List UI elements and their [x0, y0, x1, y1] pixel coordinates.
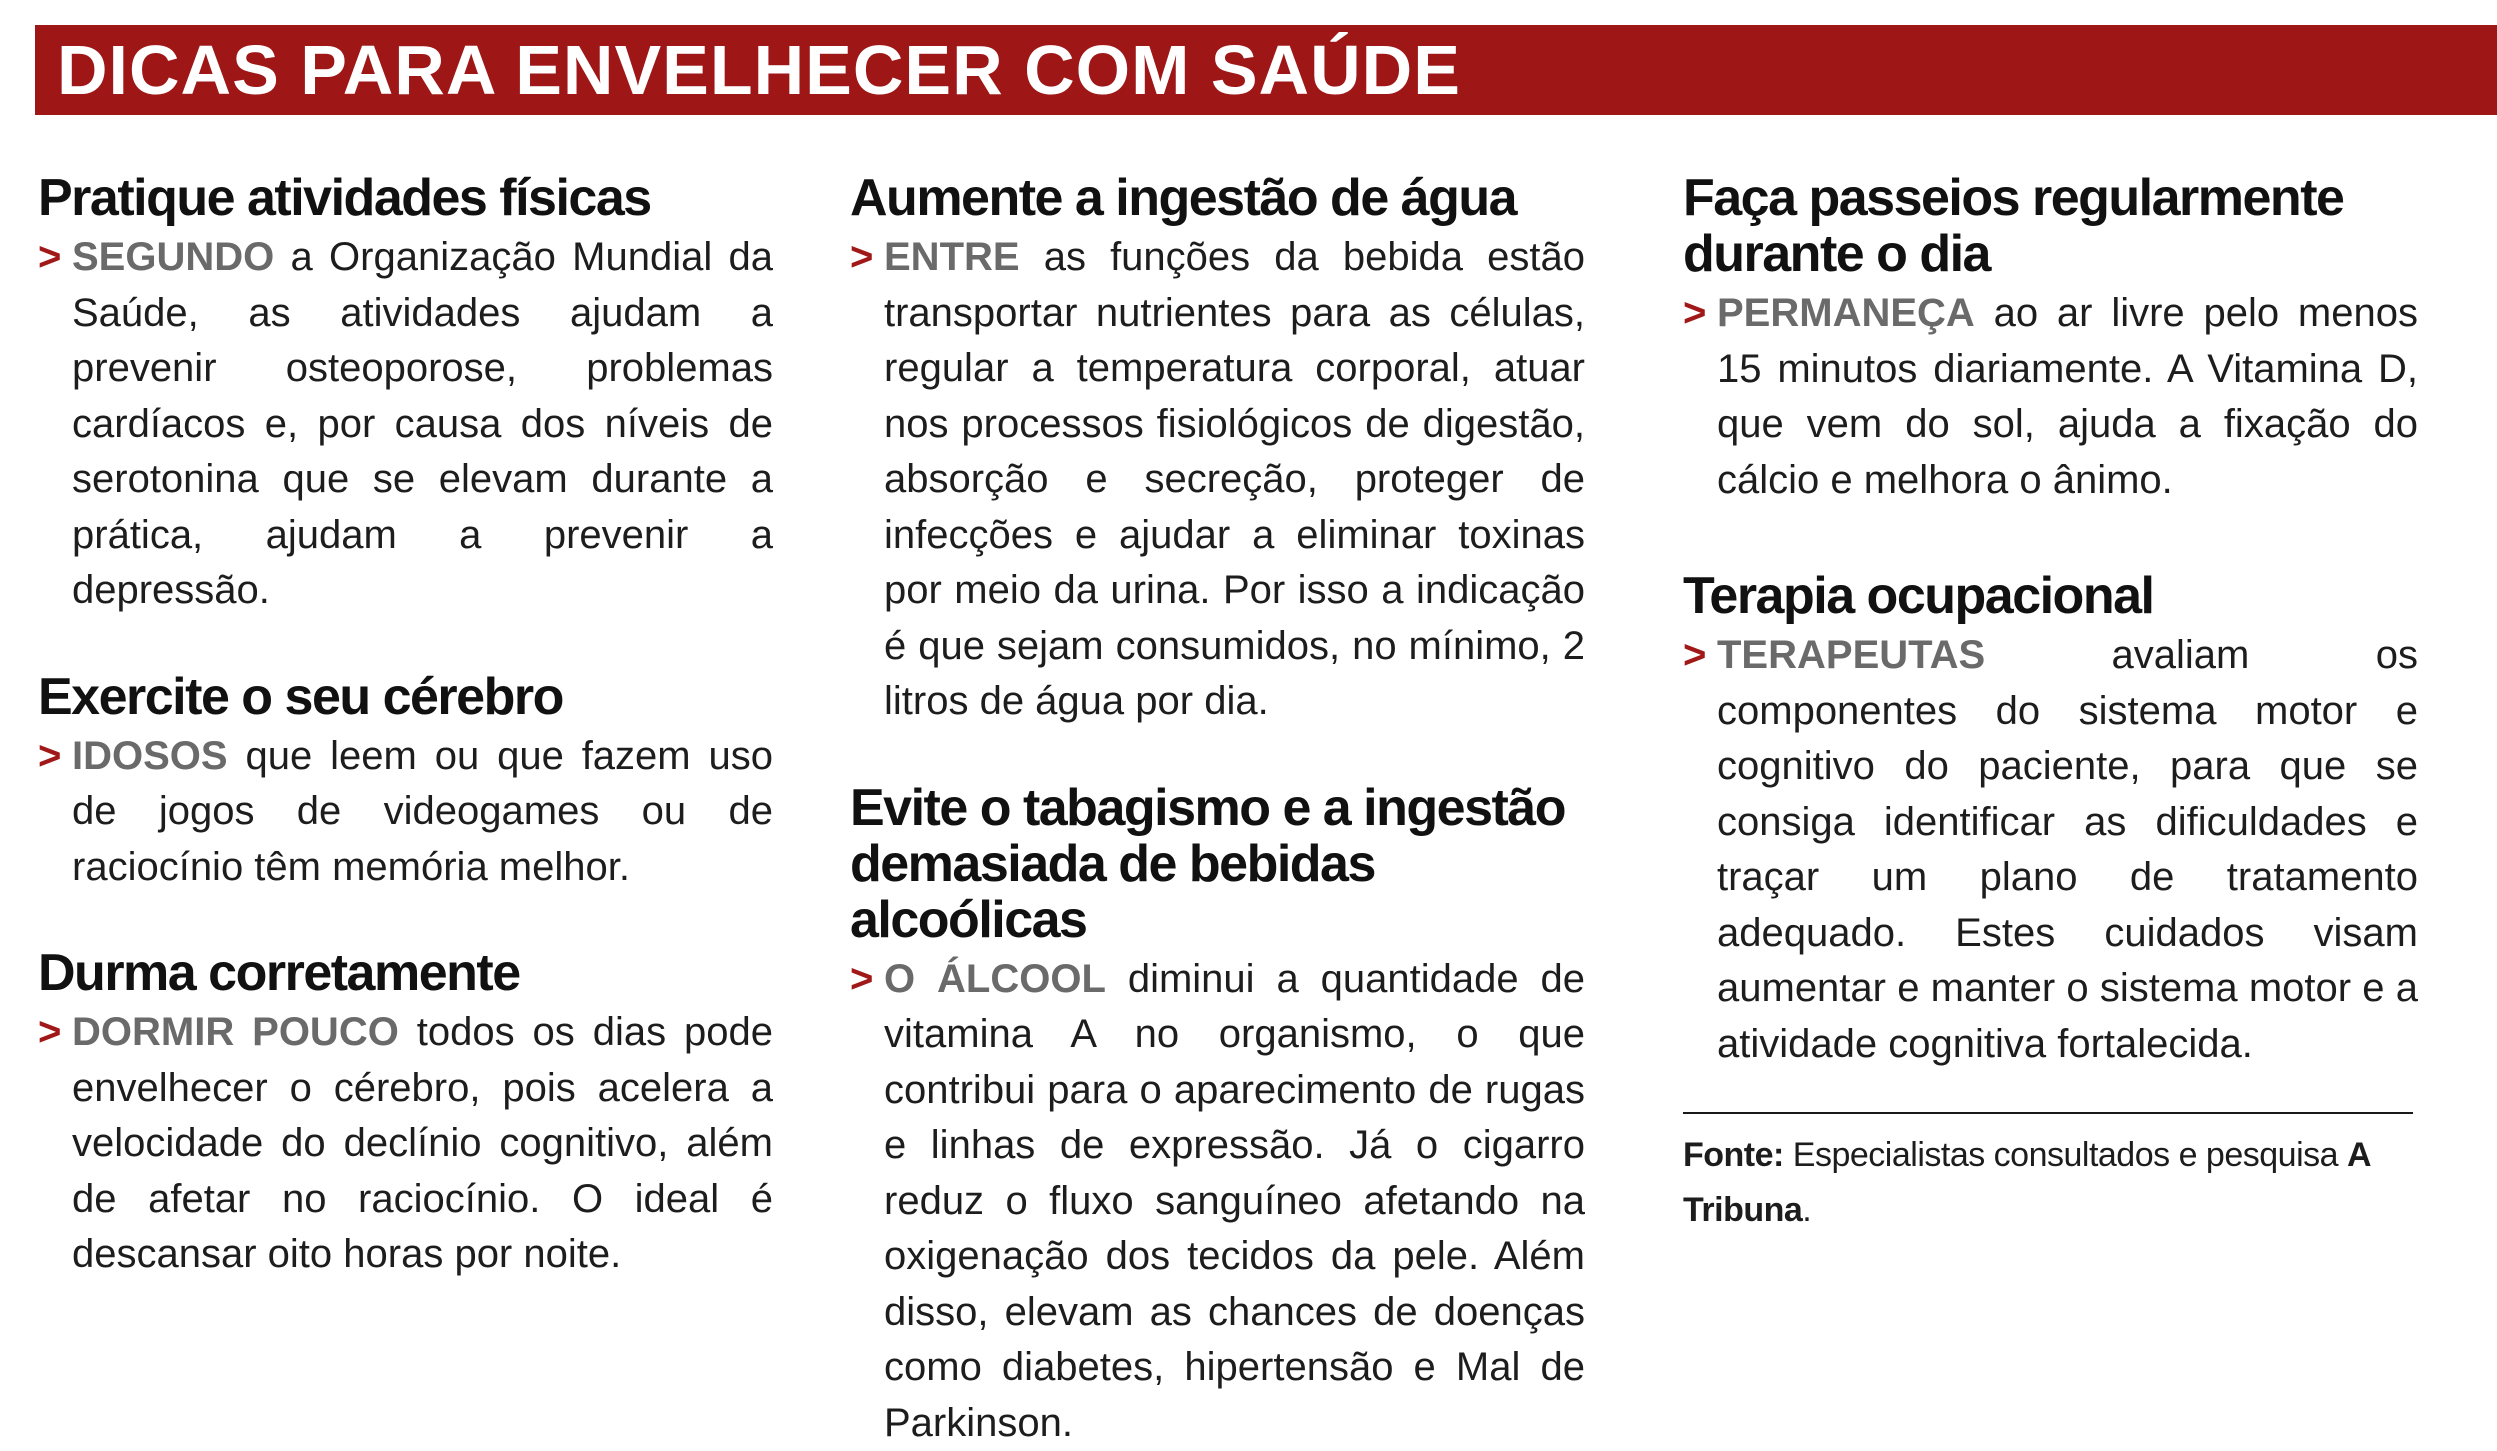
column-left	[38, 170, 773, 1283]
tip-text: todos os dias pode envelhecer o cérebro, pois acelera a velocidade do declínio cognitivo, além de afetar no raciocínio. O ideal é descansar oito horas por noite.	[72, 1010, 773, 1276]
tip-title: Terapia ocupacional	[1683, 568, 2418, 624]
tip-walks	[1683, 170, 2418, 508]
source-label: Fonte:	[1683, 1136, 1784, 1174]
tip-body	[850, 952, 1585, 1451]
source-credit	[1683, 1128, 2418, 1238]
source-divider	[1683, 1112, 2413, 1114]
tip-smoking-alcohol	[850, 780, 1585, 1451]
tip-lead: DORMIR POUCO	[72, 1010, 399, 1054]
tip-lead: TERAPEUTAS	[1717, 633, 1985, 677]
source-end: .	[1802, 1191, 1811, 1229]
tip-sleep	[38, 945, 773, 1283]
tip-title: Evite o tabagismo e a ingestão demasiada de bebidas alcoólicas	[850, 780, 1585, 948]
chevron-right-icon: >	[850, 952, 873, 1008]
tip-text: diminui a quantidade de vitamina A no organismo, o que contribui para o aparecimento de rugas e linhas de expressão. Já o cigarro reduz o fluxo sanguíneo afetando na oxigenação dos tecidos da pele. Além disso, elevam as chances de doenças como diabetes, hipertensão e Mal de Parkinson.	[884, 957, 1585, 1445]
chevron-right-icon: >	[850, 230, 873, 286]
chevron-right-icon: >	[38, 1005, 61, 1061]
tip-water-intake	[850, 170, 1585, 730]
tip-title: Durma corretamente	[38, 945, 773, 1001]
tip-title: Faça passeios regularmente durante o dia	[1683, 170, 2418, 282]
tip-physical-activity	[38, 170, 773, 619]
source-name: A Tribuna	[1683, 1136, 2370, 1229]
column-middle	[850, 170, 1585, 1451]
tip-body	[850, 230, 1585, 730]
tip-lead: ENTRE	[884, 235, 1020, 279]
tip-text: que leem ou que fazem uso de jogos de videogames ou de raciocínio têm memória melhor.	[72, 734, 773, 889]
tip-body	[38, 1005, 773, 1283]
tip-brain-exercise	[38, 669, 773, 896]
tip-text: avaliam os componentes do sistema motor e cognitivo do paciente, para que se consiga identificar as dificuldades e traçar um plano de tratamento adequado. Estes cuidados visam aumentar e manter o sistema motor e a atividade cognitiva fortalecida.	[1717, 633, 2418, 1066]
tip-body	[1683, 628, 2418, 1072]
tip-lead: IDOSOS	[72, 734, 228, 778]
chevron-right-icon: >	[1683, 628, 1706, 684]
tip-title: Pratique atividades físicas	[38, 170, 773, 226]
chevron-right-icon: >	[1683, 286, 1706, 342]
tip-text: a Organização Mundial da Saúde, as atividades ajudam a prevenir osteoporose, problemas cardíacos e, por causa dos níveis de serotonina que se elevam durante a prática, ajudam a prevenir a depressão.	[72, 235, 773, 612]
header-banner	[35, 25, 2497, 115]
tip-text: ao ar livre pelo menos 15 minutos diariamente. A Vitamina D, que vem do sol, ajuda a fixação do cálcio e melhora o ânimo.	[1717, 291, 2418, 502]
source-text: Especialistas consultados e pesquisa	[1784, 1136, 2347, 1174]
tip-body	[38, 230, 773, 619]
tip-text: as funções da bebida estão transportar nutrientes para as células, regular a temperatura corporal, atuar nos processos fisiológicos de digestão, absorção e secreção, proteger de infecções e ajudar a eliminar toxinas por meio da urina. Por isso a indicação é que sejam consumidos, no mínimo, 2 litros de água por dia.	[884, 235, 1585, 723]
tip-body	[38, 729, 773, 896]
chevron-right-icon: >	[38, 729, 61, 785]
column-right	[1683, 170, 2418, 1238]
page-title: DICAS PARA ENVELHECER COM SAÚDE	[57, 29, 1461, 111]
tip-lead: O ÁLCOOL	[884, 957, 1106, 1001]
chevron-right-icon: >	[38, 230, 61, 286]
tip-body	[1683, 286, 2418, 508]
tip-title: Aumente a ingestão de água	[850, 170, 1585, 226]
tip-occupational-therapy	[1683, 568, 2418, 1072]
tip-lead: SEGUNDO	[72, 235, 274, 279]
tip-lead: PERMANEÇA	[1717, 291, 1975, 335]
tip-title: Exercite o seu cérebro	[38, 669, 773, 725]
